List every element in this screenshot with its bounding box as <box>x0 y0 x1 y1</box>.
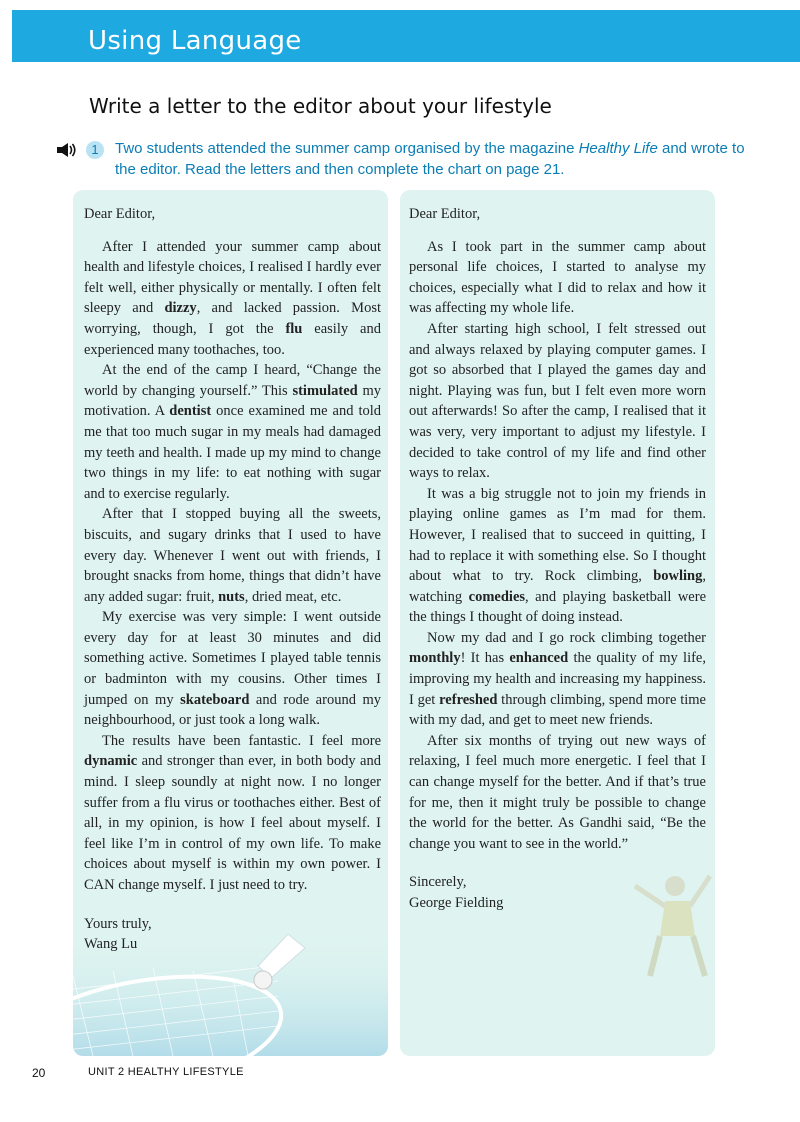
vocab-word: dynamic <box>84 753 138 770</box>
closing: Yours truly, <box>84 915 152 932</box>
paragraph: My exercise was very simple: I went outside every day for at least 30 minutes and did something active. Sometimes I played table tennis or badminton with my cousins. Other times I jumped on my skateboard and rode around my neighbourhood, or just took a long walk. <box>84 609 381 729</box>
page-header-title: Using Language <box>88 26 302 56</box>
vocab-word: flu <box>285 320 303 337</box>
letter-body-right <box>409 204 706 914</box>
salutation: Dear Editor, <box>409 206 481 222</box>
signature: George Fielding <box>409 895 504 911</box>
magazine-name: Healthy Life <box>578 140 658 157</box>
letter-panel-wang-lu <box>73 190 388 1056</box>
vocab-word: comedies <box>468 588 526 605</box>
paragraph: It was a big struggle not to join my friends in playing online games as I’m mad for them. However, I realised that to succeed in quitting, I had to replace it with something else. So I thought about what to try. Rock climbing, bowling, watching comedies, and playing basketball were the things I thought of doing instead. <box>409 485 707 626</box>
vocab-word: monthly <box>409 650 461 667</box>
closing: Sincerely, <box>409 874 467 891</box>
paragraph: The results have been fantastic. I feel more dynamic and stronger than ever, in both body and mind. I sleep soundly at night now. I no longer suffer from a flu virus or toothaches either. Best of all, in my opinion, is how I feel about myself. I feel like I’m in control of my own life. To make choices about myself is within my own power. I CAN change myself. I just need to try. <box>84 732 381 893</box>
vocab-word: nuts <box>218 588 245 605</box>
paragraph: As I took part in the summer camp about personal life choices, I started to analyse my choices, especially what I did to relax and how it was affecting my whole life. <box>409 238 706 317</box>
task-number-badge: 1 <box>86 141 104 159</box>
paragraph: After starting high school, I felt stressed out and always relaxed by playing computer games. I got so absorbed that I played the games day and night. Playing was fun, but I felt even more worn out afterwards! So after the camp, I realised that it was very, very important to adjust my lifestyle. I decided to take control of my life and find other ways to relax. <box>409 320 706 482</box>
vocab-word: skateboard <box>180 691 250 708</box>
paragraph: Now my dad and I go rock climbing together monthly! It has enhanced the quality of my life, improving my health and increasing my happiness. I get refreshed through climbing, spend more time with my dad, and get to meet new friends. <box>409 629 706 729</box>
signature: Wang Lu <box>84 936 138 953</box>
vocab-word: bowling <box>653 568 703 585</box>
vocab-word: dentist <box>169 403 212 420</box>
vocab-word: refreshed <box>439 691 498 708</box>
section-title: Write a letter to the editor about your lifestyle <box>89 94 552 118</box>
salutation: Dear Editor, <box>84 206 156 222</box>
paragraph: At the end of the camp I heard, “Change the world by changing yourself.” This stimulated my motivation. A dentist once examined me and told me that too much sugar in my meals had damaged my teeth and health. I made up my mind to change two things in my life: to eat nothing with sugar and to exercise regularly. <box>84 362 382 502</box>
task-instruction: Two students attended the summer camp organised by the magazine Healthy Life and wrote to the editor. Read the letters and then complete the chart on page 21. <box>115 140 745 178</box>
paragraph: After six months of trying out new ways of relaxing, I feel much more energetic. I feel that I can change myself for the better. And if that’s true for me, then it might truly be possible to change the world for the better. As Gandhi said, “Be the change you want to see in the world.” <box>409 732 706 852</box>
vocab-word: stimulated <box>292 382 358 399</box>
letter-body-left <box>84 204 381 955</box>
letter-panel-george-fielding <box>400 190 715 1056</box>
vocab-word: dizzy <box>164 300 197 317</box>
unit-label: UNIT 2 HEALTHY LIFESTYLE <box>88 1066 244 1078</box>
paragraph: After that I stopped buying all the sweets, biscuits, and sugary drinks that I used to have every day. Whenever I went out with friends, I brought snacks from home, things that didn’t have any added sugar: fruit, nuts, dried meat, etc. <box>84 506 381 605</box>
page-number: 20 <box>32 1066 46 1080</box>
paragraph: After I attended your summer camp about health and lifestyle choices, I realised I hardly ever felt well, either physically or mentally. I often felt sleepy and dizzy, and lacked passion. Most worrying, though, I got the flu easily and experienced many toothaches, too. <box>84 238 381 358</box>
vocab-word: enhanced <box>509 650 569 667</box>
speaker-icon[interactable] <box>56 142 78 158</box>
